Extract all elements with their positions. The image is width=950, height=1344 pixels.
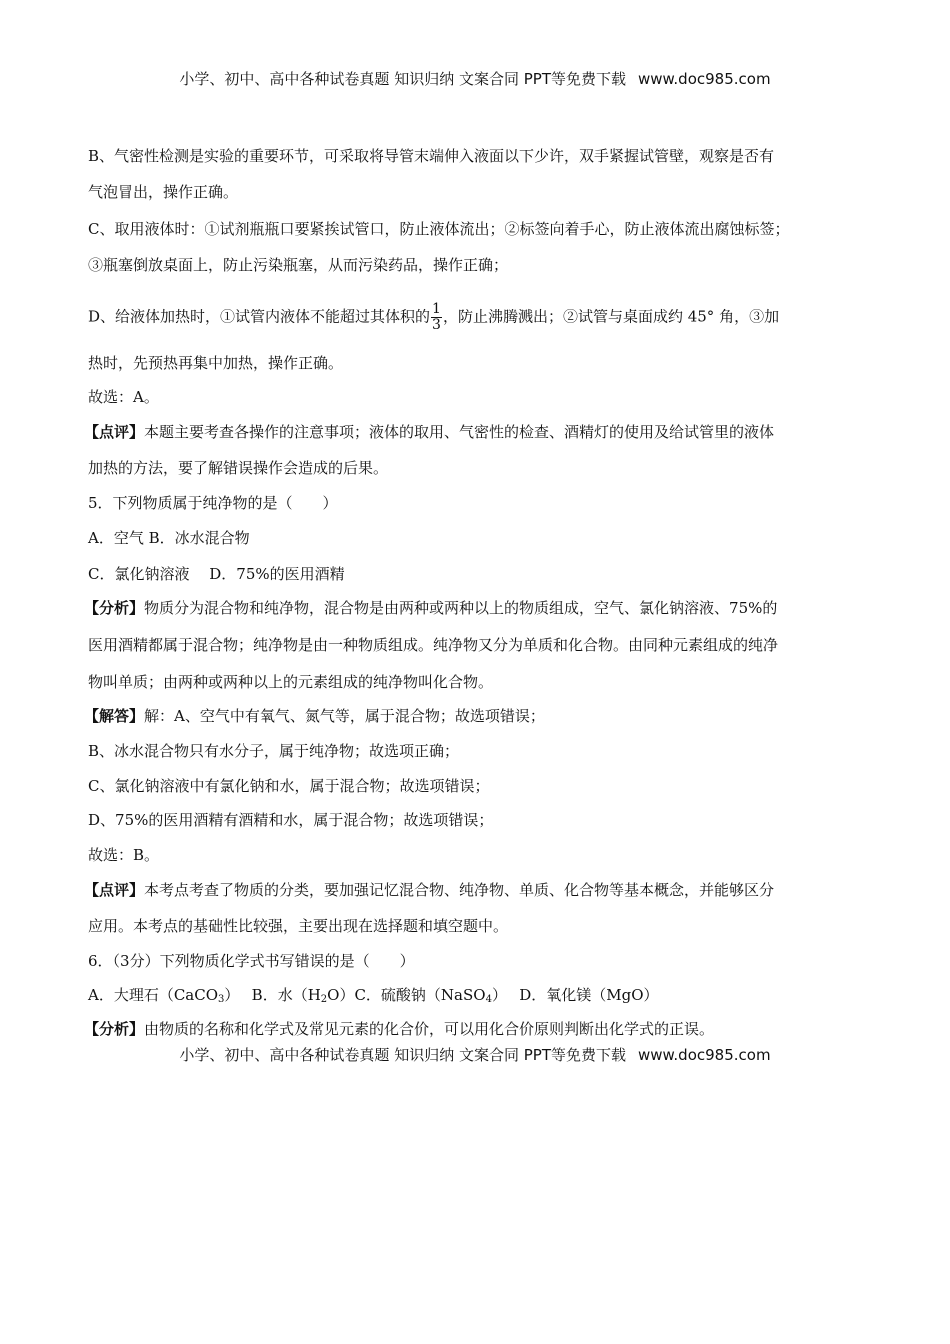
footer-url[interactable]: www.doc985.com [637, 1046, 771, 1064]
question-5-options-cd: C．氯化钠溶液 D．75%的医用酒精 [88, 565, 345, 583]
analysis-text: 由物质的名称和化学式及常见元素的化合价，可以用化合价原则判断出化学式的正误。 [144, 1020, 715, 1038]
text-line: 应用。本考点的基础性比较强，主要出现在选择题和填空题中。 [88, 917, 509, 935]
text-line: B、冰水混合物只有水分子，属于纯净物；故选项正确； [88, 742, 460, 760]
text-segment: ，防止沸腾溅出；②试管与桌面成约 45° 角，③加 [442, 307, 780, 326]
text-line: 气泡冒出，操作正确。 [88, 183, 239, 201]
comment-text: 本题主要考查各操作的注意事项；液体的取用、气密性的检查、酒精灯的使用及给试管里的液体 [144, 423, 775, 441]
page-footer [0, 1044, 950, 1065]
fraction-one-third [431, 302, 442, 333]
subscript: 4 [485, 994, 492, 1005]
comment-line [84, 422, 774, 442]
solution-text: 解：A、空气中有氧气、氮气等，属于混合物；故选项错误； [144, 707, 545, 725]
option-text: ） B．水（H [224, 986, 321, 1004]
header-url[interactable]: www.doc985.com [637, 70, 771, 88]
option-text: ） D．氧化镁（MgO） [491, 986, 659, 1004]
page-header [0, 68, 950, 89]
header-text: 小学、初中、高中各种试卷真题 知识归纳 文案合同 PPT等免费下载 [179, 70, 626, 88]
text-segment: D、给液体加热时，①试管内液体不能超过其体积的 [88, 307, 431, 326]
text-line: 医用酒精都属于混合物；纯净物是由一种物质组成。纯净物又分为单质和化合物。由同种元素组成的纯净 [88, 636, 779, 654]
fraction-denominator: 3 [432, 317, 441, 333]
text-line: 加热的方法，要了解错误操作会造成的后果。 [88, 459, 389, 477]
analysis-text: 物质分为混合物和纯净物，混合物是由两种或两种以上的物质组成，空气、氯化钠溶液、75%的 [144, 599, 778, 617]
question-5: 5．下列物质属于纯净物的是（ ） [88, 494, 338, 512]
footer-text: 小学、初中、高中各种试卷真题 知识归纳 文案合同 PPT等免费下载 [179, 1046, 626, 1064]
fraction-numerator: 1 [432, 301, 441, 317]
question-6: 6．（3分）下列物质化学式书写错误的是（ ） [88, 952, 415, 970]
comment-text: 本考点考查了物质的分类，要加强记忆混合物、纯净物、单质、化合物等基本概念，并能够区分 [144, 881, 775, 899]
comment-tag: 【点评】 [84, 881, 145, 899]
question-6-options [88, 985, 659, 1010]
text-line: 故选：B。 [88, 846, 160, 864]
text-line: 故选：A。 [88, 388, 159, 406]
option-text: O）C．硫酸钠（NaSO [327, 986, 486, 1004]
text-line: 物叫单质；由两种或两种以上的元素组成的纯净物叫化合物。 [88, 673, 494, 691]
text-line: ③瓶塞倒放桌面上，防止污染瓶塞，从而污染药品，操作正确； [88, 256, 509, 274]
text-line: 热时，先预热再集中加热，操作正确。 [88, 354, 344, 372]
text-line: D、75%的医用酒精有酒精和水，属于混合物；故选项错误； [88, 811, 494, 829]
text-line: C、取用液体时：①试剂瓶瓶口要紧挨试管口，防止液体流出；②标签向着手心，防止液体流出腐蚀标签； [88, 220, 790, 238]
analysis-line [84, 598, 777, 618]
comment-line [84, 880, 774, 900]
text-line: C、氯化钠溶液中有氯化钠和水，属于混合物；故选项错误； [88, 777, 490, 795]
solution-line [84, 706, 545, 726]
text-line: B、气密性检测是实验的重要环节，可采取将导管末端伸入液面以下少许，双手紧握试管壁，观察是否有 [88, 147, 775, 165]
subscript: 3 [218, 994, 225, 1005]
analysis-tag: 【分析】 [84, 1020, 145, 1038]
comment-tag: 【点评】 [84, 423, 145, 441]
text-line-with-fraction [88, 302, 779, 333]
solution-tag: 【解答】 [84, 707, 145, 725]
subscript: 2 [320, 994, 328, 1005]
analysis-line [84, 1019, 714, 1039]
option-text: A．大理石（CaCO [88, 986, 219, 1004]
analysis-tag: 【分析】 [84, 599, 145, 617]
question-5-options-ab: A．空气 B．冰水混合物 [88, 529, 250, 547]
